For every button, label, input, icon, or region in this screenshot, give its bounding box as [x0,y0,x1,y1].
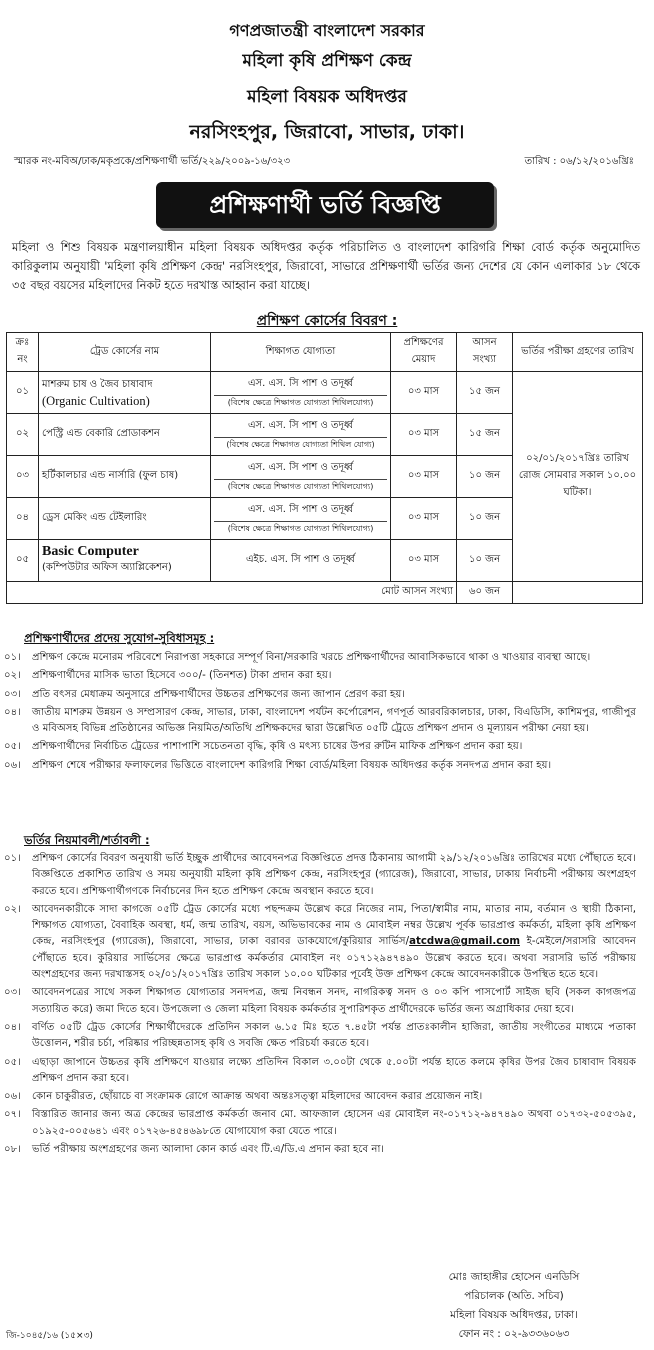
row-duration: ০৩ মাস [391,372,457,414]
qualification-note: (বিশেষ ক্ষেত্রে শিক্ষাগত যোগ্যতা শিথিলযোগ্য) [214,521,387,536]
center-title: মহিলা কৃষি প্রশিক্ষণ কেন্দ্র [242,51,412,71]
row-qualification [211,372,391,414]
item-text: প্রশিক্ষণ শেষে পরীক্ষার ফলাফলের ভিত্তিতে বাংলাদেশ কারিগরি শিক্ষা বোর্ড/মহিলা বিষয়ক অধিদপ্তর কর্তৃক সনদপত্র প্রদান করা হয়। [32,759,552,771]
list-item [4,650,636,666]
qualification-note: (বিশেষ ক্ষেত্রে শিক্ষাগত যোগ্যতা শিথিল যোগ্য) [214,437,387,452]
item-text: এছাড়া জাপানে উচ্চতর কৃষি প্রশিক্ষণে যাওয়ার লক্ষ্যে প্রতিদিন বিকাল ৩.০০টা থেকে ৫.০০টা পর্যন্ত হাতে কলমে কৃষির উপর জৈব চাষাবাদ বিষয়ক প্রশিক্ষণ প্রদান করা হবে। [32,1056,636,1084]
list-item [4,1142,636,1158]
course-name-bn: (কম্পিউটার অফিস অ্যাপ্লিকেশন) [42,562,172,573]
govt-title: গণপ্রজাতন্ত্রী বাংলাদেশ সরকার [229,21,425,40]
email-link[interactable]: atcdwa@gmail.com [409,936,520,948]
item-text: কোন চাকুরীরত, ছোঁয়াচে বা সংক্রামক রোগে আক্রান্ত অথবা অন্তঃসত্ত্বা মহিলাদের আবেদন করার প্রয়োজন নাই। [32,1091,483,1103]
rules-list [4,851,636,1160]
memo-date: তারিখ : ০৬/১২/২০১৬খ্রিঃ [524,156,634,167]
row-qualification [211,498,391,540]
signatory-office: মহিলা বিষয়ক অধিদপ্তর, ঢাকা। [450,1309,578,1321]
row-course-name: হর্টিকালচার এন্ড নার্সারি (ফুল চাষ) [39,456,211,498]
col-header-qualification: শিক্ষাগত যোগ্যতা [211,333,391,372]
list-item [4,758,636,774]
item-text: প্রশিক্ষণার্থীদের মাসিক ভাতা হিসেবে ৩০০/- (তিনশত) টাকা প্রদান করা হয়। [32,670,332,682]
item-number: ০৫। [4,1056,21,1068]
row-qualification: এইচ. এস. সি পাশ ও তদূর্ধ্ব [211,540,391,582]
memo-line [14,154,634,171]
benefits-list [4,650,636,776]
row-qualification [211,414,391,456]
item-text: প্রশিক্ষণার্থীদের নির্বাচিত ট্রেডের পাশাপাশি সচেতনতা বৃদ্ধি, কৃষি ও মৎস্য চাষের উপর রুটিন মাফিক প্রশিক্ষণ প্রদান করা হয়। [32,741,523,753]
item-number: ০১। [4,652,21,663]
exam-date-cell: ০২/০১/২০১৭খ্রিঃ তারিখ রোজ সোমবার সকাল ১০.০০ ঘটিকা। [513,372,643,582]
item-text: আবেদনপত্রের সাথে সকল শিক্ষাগত যোগ্যতার সনদপত্র, জন্ম নিবন্ধন সনদ, নাগরিকত্ব সনদ ও ০৩ কপি পাসপোর্ট সাইজ ছবি (সকল কাগজপত্র সত্যায়িত করে) জমা দিতে হবে। উপজেলা ও জেলা মহিলা বিষয়ক কর্মকর্তার সুপারিশকৃত প্রার্থীদেরকে ভর্তির জন্য অগ্রাধিকার দেয়া হবে। [32,987,636,1015]
row-seats: ১০ জন [457,540,513,582]
col-header-name: ট্রেড কোর্সের নাম [39,333,211,372]
list-item [4,902,636,983]
row-sl: ০১ [7,372,39,414]
row-seats: ১০ জন [457,498,513,540]
item-text [32,902,636,983]
item-number: ০৬। [4,1091,21,1103]
row-seats: ১৫ জন [457,414,513,456]
item-text: জাতীয় মাশরুম উন্নয়ন ও সম্প্রসারণ কেন্দ্র, সাভার, ঢাকা, বাংলাদেশ পর্যটন কর্পোরেশন, গণপূর্ত আরবরিকালচার, ঢাকা, বিএডিসি, কাশিমপুর, গাজীপুর ও মবিঅসহ বিভিন্ন প্রতিষ্ঠানের অভিজ্ঞ নিয়মিত/অতিথি প্রশিক্ষকদের দ্বারা উল্লেখিত ০৫টি ট্রেডে প্রশিক্ষণ প্রদান ও মূল্যায়ন পরীক্ষা নেয়া হয়। [32,706,636,735]
item-number: ০৩। [4,987,21,999]
total-row [7,582,643,604]
intro-paragraph: মহিলা ও শিশু বিষয়ক মন্ত্রণালয়াধীন মহিলা বিষয়ক অধিদপ্তর কর্তৃক পরিচালিত ও বাংলাদেশ কারিগরি শিক্ষা বোর্ড কর্তৃক অনুমোদিত কারিকুলাম অনুযায়ী 'মহিলা কৃষি প্রশিক্ষণ কেন্দ্র' নরসিংহপুর, জিরাবো, সাভারে প্রশিক্ষণার্থী ভর্তির জন্য দেশের যে কোন এলাকার ১৮ থেকে ৩৫ বছর বয়সের মহিলাদের নিকট হতে দরখাস্ত আহ্বান করা যাচ্ছে। [12,240,640,292]
table-row [7,372,643,414]
row-course-name: ড্রেস মেকিং এন্ড টেইলারিং [39,498,211,540]
item-number: ০৪। [4,706,21,718]
row-course-name [39,540,211,582]
item-number: ০৪। [4,1021,21,1033]
qualification-text: এস. এস. সি পাশ ও তদূর্ধ্ব [247,503,354,515]
row-qualification [211,456,391,498]
signature-block [414,1268,614,1344]
course-table [6,332,643,604]
course-name-en: Basic Computer [42,544,139,559]
signatory-designation: পরিচালক (অতি. সচিব) [464,1290,564,1302]
row-duration: ০৩ মাস [391,540,457,582]
list-item [4,687,636,703]
list-item [4,739,636,755]
list-item [4,851,636,900]
item-text: বর্ণিত ০৫টি ট্রেড কোর্সের শিক্ষার্থীদেরকে প্রতিদিন সকাল ৬.১৫ মিঃ হতে ৭.৪৫টা পর্যন্ত প্রাতঃকালীন হাজিরা, জাতীয় সংগীতের মাধ্যমে পতাকা উত্তোলন, শরীর চর্চা, পরিষ্কার পরিচ্ছন্নতাসহ কৃষি ও সবজি ক্ষেত পরিচর্যা করতে হবে। [32,1021,636,1050]
total-label: মোট আসন সংখ্যা [7,582,457,604]
qualification-text: এস. এস. সি পাশ ও তদূর্ধ্ব [247,377,354,389]
row-duration: ০৩ মাস [391,456,457,498]
item-number: ০৮। [4,1144,21,1156]
item-number: ০১। [4,853,21,864]
memo-ref: স্মারক নং-মবিঅ/ঢাক/মকৃপ্রকে/প্রশিক্ষণার্থী ভর্তি/২২৯/২০০৯-১৬/৩২৩ [14,156,291,167]
footer-code: জি-১০৪৫/১৬ (১৫×৩) [6,1331,93,1341]
item-number: ০২। [4,670,21,682]
item-number: ০৫। [4,741,21,753]
row-course-name: পেস্ট্রি এন্ড বেকারি প্রোডাকশন [39,414,211,456]
row-duration: ০৩ মাস [391,498,457,540]
qualification-note: (বিশেষ ক্ষেত্রে শিক্ষাগত যোগ্যতা শিথিলযোগ্য) [214,395,387,410]
row-sl: ০৪ [7,498,39,540]
col-header-seats: আসন সংখ্যা [457,333,513,372]
row-duration: ০৩ মাস [391,414,457,456]
signatory-name: মোঃ জাহাঙ্গীর হোসেন এনডিসি [448,1271,580,1283]
total-empty-cell [513,582,643,604]
item-number: ০৭। [4,1109,21,1121]
benefits-title: প্রশিক্ষণার্থীদের প্রদেয় সুযোগ-সুবিধাসমূহ : [24,631,215,645]
col-header-exam-date: ভর্তির পরীক্ষা গ্রহণের তারিখ [513,333,643,372]
col-header-sl: ক্রঃ নং [7,333,39,372]
course-name-bn: মাশরুম চাষ ও জৈব চাষাবাদ [42,378,153,390]
row-course-name [39,372,211,414]
list-item [4,1020,636,1053]
item-number: ০২। [4,903,21,915]
total-value: ৬০ জন [457,582,513,604]
row-seats: ১০ জন [457,456,513,498]
rules-title: ভর্তির নিয়মাবলী/শর্তাবলী : [24,833,150,847]
list-item [4,985,636,1018]
item-text: প্রশিক্ষণ কেন্দ্রে মনোরম পরিবেশে নিরাপত্তা সহকারে সম্পূর্ণ বিনা/সরকারি খরচে প্রশিক্ষণার্থীদের আবাসিকভাবে থাকা ও খাওয়ার ব্যবস্থা আছে। [32,652,591,663]
list-item [4,705,636,738]
item-text: ভর্তি পরীক্ষায় অংশগ্রহণের জন্য আলাদা কোন কার্ড এবং টি.এ/ডি.এ প্রদান করা হবে না। [32,1144,385,1156]
course-section-title: প্রশিক্ষণ কোর্সের বিবরণ : [256,313,398,329]
qualification-note: (বিশেষ ক্ষেত্রে শিক্ষাগত যোগ্যতা শিথিলযোগ্য) [214,479,387,494]
address-title: নরসিংহপুর, জিরাবো, সাভার, ঢাকা। [189,121,465,143]
table-header-row [7,333,643,372]
row-sl: ০৫ [7,540,39,582]
signatory-phone: ফোন নং : ০২-৯৩৩৬০৬৩ [458,1328,570,1340]
row-seats: ১৫ জন [457,372,513,414]
item-text-part: আবেদনকারীকে সাদা কাগজে ০৫টি ট্রেড কোর্সের মধ্যে পছন্দক্রম উল্লেখ করে নিজের নাম, পিতা/স্বামীর নাম, মাতার নাম, বর্তমান ও স্থায়ী ঠিকানা, শিক্ষাগত যোগ্যতা, বৈবাহিক অবস্থা, ধর্ম, জন্ম তারিখ, বয়স, অভিভাবকের নাম ও মোবাইল নম্বর উল্লেখ পূর্বক ভারপ্রাপ্ত কর্মকর্তা, মহিলা কৃষি প্রশিক্ষণ কেন্দ্র, নরসিংহপুর (গ্যারেজ), জিরাবো, সাভার, ঢাকা বরাবর ডাকযোগে/কুরিয়ার সার্ভিস/ [32,903,636,948]
admission-banner: প্রশিক্ষণার্থী ভর্তি বিজ্ঞপ্তি [156,182,494,228]
item-number: ০৩। [4,688,21,700]
item-number: ০৬। [4,759,21,771]
row-sl: ০২ [7,414,39,456]
item-text: প্রশিক্ষণ কোর্সের বিবরণ অনুযায়ী ভর্তি ইচ্ছুক প্রার্থীদের আবেদনপত্র বিজ্ঞপ্তিতে প্রদত্ত ঠিকানায় আগামী ২৯/১২/২০১৬খ্রিঃ তারিখের মধ্যে পৌঁছাতে হবে। বিজ্ঞপ্তিতে প্রকাশিত তারিখ ও সময় অনুযায়ী মহিলা কৃষি প্রশিক্ষণ কেন্দ্র, নরসিংহপুর (গ্যারেজ), জিরাবো, সাভার, ঢাকায় নির্বাচনী পরীক্ষায় অংশগ্রহণ করতে হবে। প্রশিক্ষণার্থীগণকে নির্বাচনের দিন হতে প্রশিক্ষণ কেন্দ্রে অবস্থান করতে হবে। [32,853,636,897]
list-item [4,1055,636,1088]
list-item [4,668,636,684]
qualification-text: এস. এস. সি পাশ ও তদূর্ধ্ব [247,461,354,473]
list-item [4,1089,636,1105]
qualification-text: এস. এস. সি পাশ ও তদূর্ধ্ব [247,419,354,431]
list-item [4,1107,636,1140]
department-title: মহিলা বিষয়ক অধিদপ্তর [247,87,407,107]
item-text-part: ই-মেইলে/সরাসরি আবেদন পৌঁছাতে হবে। কুরিয়ার সার্ভিসের ক্ষেত্রে ভারপ্রাপ্ত কর্মকর্তার মোবাইল নং ০১৭১২৯৪৭৪৯০ উল্লেখ করতে হবে। অথবা সরাসরি ভর্তি পরীক্ষায় অংশগ্রহণের জন্য দরখাস্তসহ ০২/০১/২০১৭খ্রিঃ তারিখ সকাল ১০.০০ ঘটিকার পূর্বেই উক্ত প্রশিক্ষণ কেন্দ্রে আবেদনকারীকে উপস্থিত হতে হবে। [32,936,636,981]
item-text: বিস্তারিত জানার জন্য অত্র কেন্দ্রের ভারপ্রাপ্ত কর্মকর্তা জনাব মো. আফজাল হোসেন এর মোবাইল নং-০১৭১২-৯৪৭৪৯০ অথবা ০১৭৩২-৫০৫৩৯৫, ০১৯২৫-০০৫৬৪১ এবং ০১৭২৬-৪৫৪৬৯৮তে যোগাযোগ করা যেতে পারে। [32,1109,636,1137]
course-name-en: (Organic Cultivation) [42,393,150,408]
row-sl: ০৩ [7,456,39,498]
col-header-duration: প্রশিক্ষণের মেয়াদ [391,333,457,372]
item-text: প্রতি বৎসর মেধাক্রম অনুসারে প্রশিক্ষণার্থীদের উচ্চতর প্রশিক্ষণের জন্য জাপান প্রেরণ করা হয়। [32,688,405,700]
